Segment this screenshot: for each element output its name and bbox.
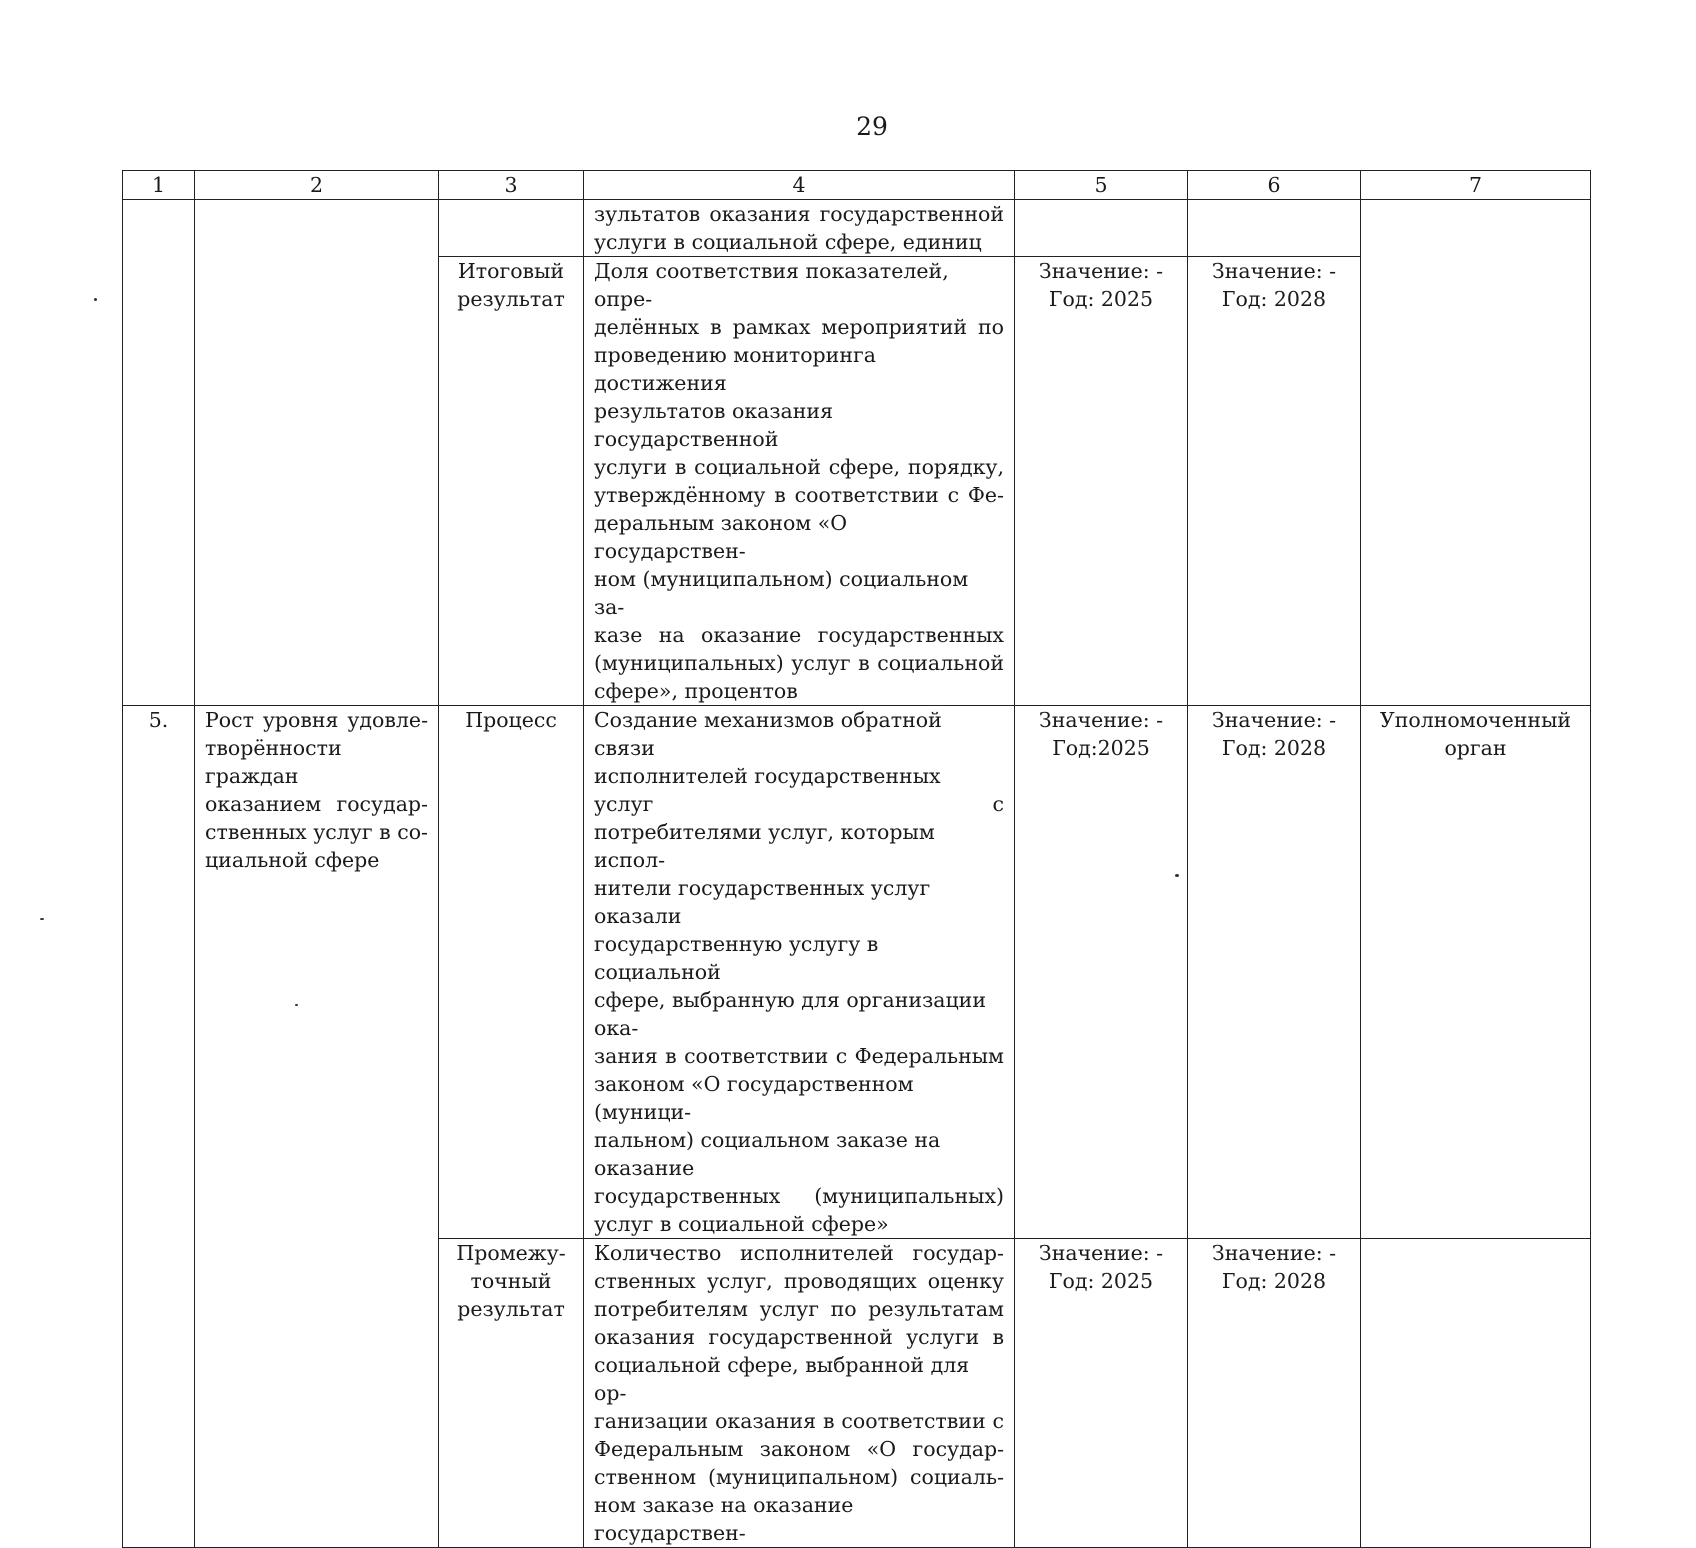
description-line: социальной сфере, выбранной для ор- [594, 1353, 970, 1405]
item5-intermediate-base [1015, 1239, 1188, 1548]
target-year: Год: 2028 [1221, 736, 1327, 760]
cont-base-cell [1015, 200, 1188, 257]
target-value: Значение: - [1211, 708, 1337, 732]
goal-line: ственных услуг в со- [205, 820, 428, 844]
description-line: казе на оказание государственных [594, 623, 1004, 647]
item5-process-base [1015, 706, 1188, 1239]
description-line: ганизации оказания в соответствии с [594, 1409, 1004, 1433]
description-line: проведению мониторинга достижения [594, 343, 876, 395]
target-year: Год: 2028 [1221, 1269, 1327, 1293]
description-line: оказания государственной услуги в [594, 1325, 1004, 1349]
goal-line: циальной сфере [205, 848, 380, 872]
cont-number-cell [123, 200, 195, 706]
target-value: Значение: - [1211, 259, 1337, 283]
header-row [123, 171, 1591, 200]
cont-type-cell [439, 200, 584, 257]
description-line: деральным законом «О государствен- [594, 511, 848, 563]
goal-line: Рост уровня удовле- [205, 708, 428, 732]
description-line: услуг в социальной сфере» [594, 1212, 889, 1236]
base-value: Значение: - [1038, 1241, 1164, 1265]
target-year: Год: 2028 [1221, 287, 1327, 311]
description-line: ственном (муниципальном) социаль- [594, 1465, 1004, 1489]
target-value: Значение: - [1211, 1241, 1337, 1265]
header-col-6: 6 [1188, 171, 1361, 200]
scan-speck [40, 918, 44, 920]
description-line: зания в соответствии с Федеральным [594, 1044, 1004, 1068]
page-number: 29 [856, 112, 888, 141]
description-line: потребителями услуг, которым испол- [594, 820, 935, 872]
type-line: Промежу- [456, 1241, 566, 1265]
description-line: государственных (муниципальных) [594, 1184, 1004, 1208]
description-line: ном (муниципальном) социальном за- [594, 567, 969, 619]
goal-line: оказанием государ- [205, 792, 428, 816]
description-line: ственных услуг, проводящих оценку [594, 1269, 1004, 1293]
description-line: Количество исполнителей государ- [594, 1241, 1004, 1265]
description-line: исполнителей государственных услуг с [594, 764, 1004, 816]
item5-number [123, 706, 195, 1548]
scan-speck [295, 1004, 298, 1006]
header-col-1: 1 [123, 171, 195, 200]
final-result-target [1188, 257, 1361, 706]
type-line: результат [457, 1297, 565, 1321]
header-col-4: 4 [584, 171, 1015, 200]
header-col-7: 7 [1361, 171, 1591, 200]
description-line: пальном) социальном заказе на оказание [594, 1128, 941, 1180]
item5-responsible [1361, 706, 1591, 1239]
base-value: Значение: - [1038, 708, 1164, 732]
item5-number-text: 5. [148, 708, 169, 732]
scan-speck [94, 298, 97, 301]
description-line: Создание механизмов обратной связи [594, 708, 942, 760]
item5-intermediate-responsible [1361, 1239, 1591, 1548]
cont-target-cell [1188, 200, 1361, 257]
process-type-text: Процесс [465, 708, 557, 732]
cont-description-cell [584, 200, 1015, 257]
description-line: (муниципальных) услуг в социальной [594, 651, 1004, 675]
scan-speck [1175, 874, 1179, 877]
description-line: сфере, выбранную для организации ока- [594, 988, 987, 1040]
header-col-3: 3 [439, 171, 584, 200]
description-line: сфере», процентов [594, 679, 798, 703]
description-line: услуги в социальной сфере, порядку, [594, 455, 1004, 479]
base-year: Год: 2025 [1048, 1269, 1154, 1293]
base-value: Значение: - [1038, 259, 1164, 283]
item5-goal [195, 706, 439, 1548]
cont-goal-cell [195, 200, 439, 706]
final-result-description [584, 257, 1015, 706]
base-year: Год: 2025 [1048, 287, 1154, 311]
base-year: Год:2025 [1052, 736, 1150, 760]
description-line: результатов оказания государственной [594, 399, 834, 451]
item5-process-target [1188, 706, 1361, 1239]
cont-description-line: услуги в социальной сфере, единиц [594, 230, 982, 254]
type-line: точный [470, 1269, 552, 1293]
final-result-base [1015, 257, 1188, 706]
cont-responsible-cell [1361, 200, 1591, 706]
description-line: утверждённому в соответствии с Фе- [594, 483, 1004, 507]
description-line: Федеральным законом «О государ- [594, 1437, 1004, 1461]
description-line: законом «О государственном (муници- [594, 1072, 914, 1124]
description-line: потребителям услуг по результатам [594, 1297, 1004, 1321]
item5-intermediate-type [439, 1239, 584, 1548]
goal-line: творённости граждан [205, 736, 342, 788]
final-result-type-text: Итоговый результат [457, 259, 565, 311]
description-line: Доля соответствия показателей, опре- [594, 259, 949, 311]
item5-process-row [123, 706, 1591, 1239]
description-line: государственную услугу в социальной [594, 932, 879, 984]
final-result-type [439, 257, 584, 706]
item5-intermediate-target [1188, 1239, 1361, 1548]
item5-process-type [439, 706, 584, 1239]
item5-intermediate-description [584, 1239, 1015, 1548]
description-line: ном заказе на оказание государствен- [594, 1493, 854, 1545]
header-col-5: 5 [1015, 171, 1188, 200]
cont-description-line: зультатов оказания государственной [594, 202, 1004, 226]
header-col-2: 2 [195, 171, 439, 200]
continuation-row [123, 200, 1591, 257]
indicators-table [122, 170, 1591, 1548]
description-line: нители государственных услуг оказали [594, 876, 931, 928]
description-line: делённых в рамках мероприятий по [594, 315, 1004, 339]
item5-process-description [584, 706, 1015, 1239]
responsible-text: Уполномоченный орган [1379, 708, 1572, 760]
